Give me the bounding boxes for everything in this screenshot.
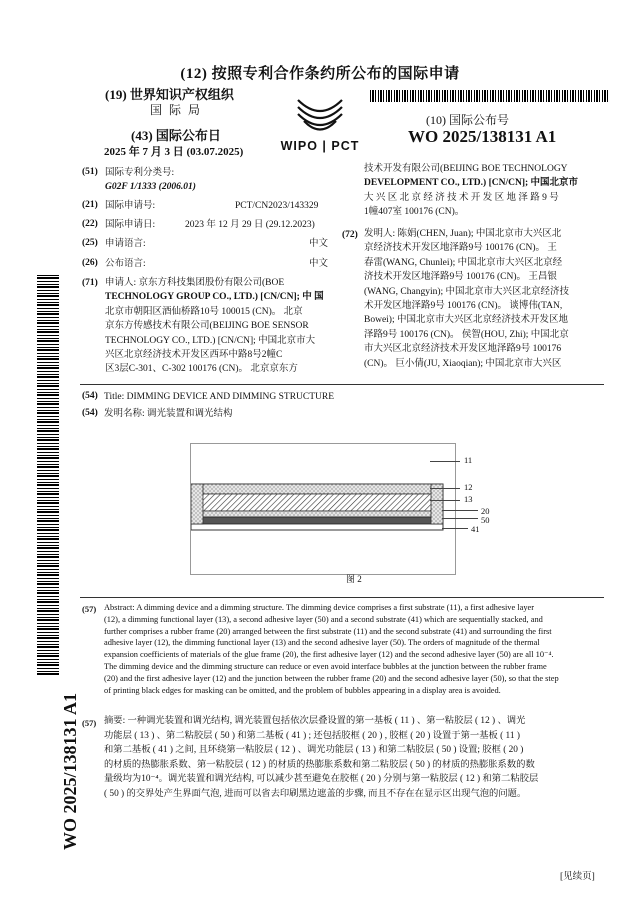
- applicants-block: [105, 276, 337, 377]
- abstract-line: further comprises a rubber frame (20) arranged between the first substrate (11) and the second substrate (41) and surrounding the first: [104, 626, 552, 636]
- ipc-value: G02F 1/1333 (2006.01): [105, 182, 196, 192]
- ipc-label: 国际专利分类号:: [105, 168, 175, 178]
- layer-dimming-functional: [191, 494, 443, 511]
- field-number: (51): [82, 167, 98, 177]
- title-chinese: 发明名称: 调光装置和调光结构: [104, 409, 233, 419]
- abstract-chinese: [104, 714, 606, 802]
- abstract-line: expansion coefficients of materials of the glue frame (20), the first adhesive layer (12) and the second adhesive layer (50) are all 10⁻⁴.: [104, 650, 554, 660]
- ref-label-20: 20: [481, 506, 490, 516]
- abstract-line: of printing black edges for masking can be omitted, and the problem of bubbles appearing in a display area is avoided.: [104, 685, 501, 695]
- filing-date-label: 国际申请日:: [105, 220, 156, 230]
- inventors-block: [364, 227, 604, 371]
- organization-name: (19) 世界知识产权组织: [105, 87, 234, 102]
- leader-line: [430, 500, 460, 501]
- inventor-line: 京经济技术开发区地泽路9号 100176 (CN)。 王: [364, 243, 557, 254]
- top-barcode: [370, 90, 608, 102]
- ref-label-41: 41: [471, 524, 480, 534]
- layer-second-adhesive: [191, 511, 443, 517]
- inventor-line: 春雷(WANG, Chunlei); 中国北京市大兴区北京经: [364, 257, 563, 268]
- publication-number-label: (10) 国际公布号: [426, 113, 509, 127]
- organization-bureau: 国 际 局: [150, 103, 203, 117]
- application-number-label: 国际申请号:: [105, 201, 156, 211]
- rubber-frame-left: [191, 484, 203, 524]
- inventor-line: 济技术开发区地泽路9号 100176 (CN)。 王昌银: [364, 272, 557, 283]
- ref-label-50: 50: [481, 515, 490, 525]
- applicant-cont-line: 技术开发有限公司(BEIJING BOE TECHNOLOGY: [364, 164, 568, 174]
- inventor-line: 发明人: 陈娟(CHEN, Juan); 中国北京市大兴区北: [364, 229, 562, 239]
- applicant-continued: [364, 162, 604, 220]
- applicant-line: TECHNOLOGY GROUP CO., LTD.) [CN/CN]; 中 国: [105, 292, 324, 303]
- abstract-line: 摘要: 一种调光装置和调光结构, 调光装置包括依次层叠设置的第一基板 ( 11 ) 、第一粘胶层 ( 12 ) 、调光: [104, 716, 526, 726]
- field-number: (57): [82, 604, 97, 614]
- figure-caption: 图 2: [346, 574, 362, 584]
- side-publication-number: WO 2025/138131 A1: [60, 692, 80, 850]
- leader-line: [430, 488, 460, 489]
- abstract-line: 功能层 ( 13 ) 、第二粘胶层 ( 50 ) 和第二基板 ( 41 ) ; 还包括胶框 ( 20 ) , 胶框 ( 20 ) 设置于第一基板 ( 11 ): [104, 730, 520, 741]
- applicant-line: 北京市朝阳区酒仙桥路10号 100015 (CN)。 北京: [105, 306, 303, 317]
- applicant-line: 区3层C-301、C-302 100176 (CN)。 北京京东方: [105, 364, 298, 375]
- abstract-line: (20) and the first adhesive layer (12) and the junction between the rubber frame (20) and the second adhesive layer (50), so that the step: [104, 673, 559, 683]
- inventor-line: (CN)。 巨小倩(JU, Xiaoqian); 中国北京市大兴区: [364, 358, 562, 369]
- publication-language-value: 中文: [309, 259, 329, 269]
- leader-line: [442, 518, 478, 519]
- field-number: (25): [82, 238, 98, 248]
- publication-date-value: 2025 年 7 月 3 日 (03.07.2025): [104, 146, 244, 158]
- inventor-line: 市大兴区北京经济技术开发区地泽路9号 100176: [364, 344, 562, 355]
- abstract-line: 量级均为10⁻⁴。调光装置和调光结构, 可以减少甚至避免在胶框 ( 20 ) 分别与第一粘胶层 ( 12 ) 和第二粘胶层: [104, 774, 539, 785]
- ref-label-11: 11: [464, 455, 473, 465]
- abstract-english: [104, 602, 606, 696]
- applicant-line: TECHNOLOGY CO., LTD.) [CN/CN]; 中国北京市大: [105, 335, 316, 346]
- inventor-line: (WANG, Changyin); 中国北京市大兴区北京经济技: [364, 286, 570, 297]
- field-number: (54): [82, 408, 98, 418]
- leader-line: [442, 528, 468, 529]
- field-number: (26): [82, 258, 98, 268]
- side-barcode: [37, 275, 59, 675]
- abstract-line: 的材质的热膨胀系数、第一粘胶层 ( 12 ) 的材质的热膨胀系数和第二粘胶层 ( 50 ) 的材质的热膨胀系数的数: [104, 759, 535, 770]
- abstract-line: adhesive layer (12), the dimming functional layer (13) and the second adhesive layer (50). The orders of magnitude of the thermal: [104, 638, 540, 648]
- publication-number: WO 2025/138131 A1: [408, 127, 557, 146]
- figure-drawing: [190, 443, 456, 575]
- applicant-line: 兴区北京经济技术开发区西环中路8号2幢C: [105, 350, 283, 361]
- field-number: (54): [82, 391, 98, 401]
- field-number: (57): [82, 718, 97, 728]
- application-number-value: PCT/CN2023/143329: [235, 201, 319, 211]
- leader-line: [442, 510, 478, 511]
- layer-dark: [191, 517, 443, 524]
- inventor-line: Bowei); 中国北京市大兴区北京经济技术开发区地: [364, 315, 568, 326]
- layer-first-adhesive: [191, 484, 443, 494]
- abstract-line: (12), a dimming functional layer (13), a second adhesive layer (50) and a second substrate (41) which are sequentially stacked, and: [104, 614, 543, 624]
- ref-label-13: 13: [464, 494, 473, 504]
- applicant-cont-line: 大 兴 区 北 京 经 济 技 术 开 发 区 地 泽 路 9 号: [364, 192, 559, 203]
- divider: [80, 384, 604, 385]
- field-number: (21): [82, 200, 98, 210]
- applicant-line: 申请人: 京东方科技集团股份有限公司(BOE: [105, 278, 285, 288]
- publication-date-label: (43) 国际公布日: [131, 128, 221, 143]
- abstract-line: 和第二基板 ( 41 ) 之间, 且环绕第一粘胶层 ( 12 ) 、调光功能层 ( 13 ) 和第二粘胶层 ( 50 ) 设置; 胶框 ( 20 ): [104, 745, 524, 756]
- field-number: (72): [342, 230, 358, 240]
- continued-notice: [见续页]: [560, 872, 595, 882]
- wipo-pct-logo: [268, 92, 372, 154]
- field-number: (71): [82, 278, 98, 288]
- title-english: Title: DIMMING DEVICE AND DIMMING STRUCTURE: [104, 392, 335, 402]
- publication-language-label: 公布语言:: [105, 259, 146, 269]
- abstract-line: The dimming device and the dimming structure can reduce or even avoid interface bubbles at the junction between the rubber frame: [104, 661, 547, 671]
- field-number: (22): [82, 219, 98, 229]
- filing-language-label: 申请语言:: [105, 239, 146, 249]
- document-title: (12) 按照专利合作条约所公布的国际申请: [180, 66, 460, 82]
- applicant-line: 京东方传感技术有限公司(BEIJING BOE SENSOR: [105, 321, 309, 332]
- logo-text: WIPO | PCT: [280, 139, 360, 153]
- leader-line: [430, 461, 460, 462]
- applicant-cont-line: DEVELOPMENT CO., LTD.) [CN/CN]; 中国北京市: [364, 178, 579, 189]
- ref-label-12: 12: [464, 482, 473, 492]
- abstract-line: Abstract: A dimming device and a dimming structure. The dimming device comprises a first substrate (11), a first adhesive layer: [104, 603, 535, 612]
- applicant-cont-line: 1幢407室 100176 (CN)。: [364, 207, 465, 218]
- inventor-line: 泽路9号 100176 (CN)。 侯智(HOU, Zhi); 中国北京: [364, 329, 569, 340]
- divider: [80, 597, 604, 598]
- filing-language-value: 中文: [309, 239, 329, 249]
- inventor-line: 术开发区地泽路9号 100176 (CN)。 谈博伟(TAN,: [364, 301, 563, 312]
- filing-date-value: 2023 年 12 月 29 日 (29.12.2023): [185, 220, 315, 230]
- abstract-line: ( 50 ) 的交界处产生界面气泡, 进而可以省去印刷黑边遮盖的步骤, 而且不存在在显示区出现气泡的问题。: [104, 788, 527, 799]
